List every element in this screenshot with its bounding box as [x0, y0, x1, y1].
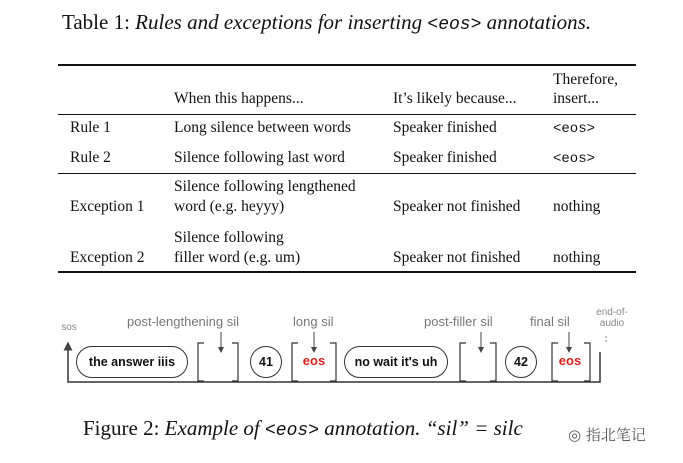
row-rule1-name: Rule 1: [70, 119, 111, 136]
figure-caption-text-pre: Example of: [164, 416, 260, 440]
watermark-text: 指北笔记: [585, 426, 646, 444]
bracket-post-filler: [460, 343, 496, 381]
row-exception2-when-line2: filler word (e.g. um): [174, 249, 301, 266]
table-caption-code: <eos>: [427, 15, 482, 35]
row-rule1-insert: <eos>: [553, 121, 596, 137]
table-caption-text-post: annotations.: [486, 10, 592, 34]
row-exception2-name: Exception 2: [70, 249, 145, 266]
figure-caption-label: Figure 2:: [83, 416, 160, 440]
bracket-post-lengthening: [198, 343, 238, 381]
row-rule2-because: Speaker finished: [393, 149, 497, 166]
eos-marker-1: eos: [302, 353, 326, 368]
label-final-sil: final sil: [530, 314, 570, 329]
table-caption-text-pre: Rules and exceptions for inserting: [135, 10, 423, 34]
row-rule2-insert: <eos>: [553, 151, 596, 167]
row-exception2-when-line1: Silence following: [174, 229, 284, 246]
wechat-icon: ◎: [568, 426, 582, 444]
row-rule2-when: Silence following last word: [174, 149, 345, 166]
sos-label: sos: [61, 322, 77, 333]
label-long-sil: long sil: [293, 314, 334, 329]
segment-pill-1: the answer iiis: [76, 346, 188, 378]
eos-marker-2: eos: [558, 353, 582, 368]
token-circle-42: 42: [505, 346, 537, 378]
token-circle-41: 41: [250, 346, 282, 378]
end-of-audio-line1: end-of-: [596, 307, 628, 318]
row-rule2-name: Rule 2: [70, 149, 111, 166]
watermark: [568, 424, 646, 445]
label-post-filler-sil: post-filler sil: [424, 314, 493, 329]
row-exception1-insert: nothing: [553, 198, 601, 215]
figure-caption-tail: c: [513, 416, 523, 440]
header-when: When this happens...: [174, 90, 304, 107]
row-exception1-when-line1: Silence following lengthened: [174, 178, 356, 195]
row-exception1-name: Exception 1: [70, 198, 145, 215]
label-post-lengthening-sil: post-lengthening sil: [127, 314, 240, 329]
figure-caption: [83, 416, 523, 441]
header-therefore: Therefore,: [553, 71, 618, 88]
row-exception1-because: Speaker not finished: [393, 198, 521, 215]
figure-caption-text-post: annotation. “sil” = sil: [324, 416, 514, 440]
row-exception1-when-line2: word (e.g. heyyy): [174, 198, 285, 215]
header-insert: insert...: [553, 90, 600, 107]
row-rule1-because: Speaker finished: [393, 119, 497, 136]
header-because: It’s likely because...: [393, 90, 517, 107]
row-exception2-because: Speaker not finished: [393, 249, 521, 266]
end-of-audio-line2: audio: [599, 318, 625, 329]
table-caption-label: Table 1:: [62, 10, 130, 34]
row-exception2-insert: nothing: [553, 249, 601, 266]
figure-caption-code: <eos>: [264, 421, 319, 441]
row-rule1-when: Long silence between words: [174, 119, 351, 136]
segment-pill-2: no wait it's uh: [344, 346, 448, 378]
